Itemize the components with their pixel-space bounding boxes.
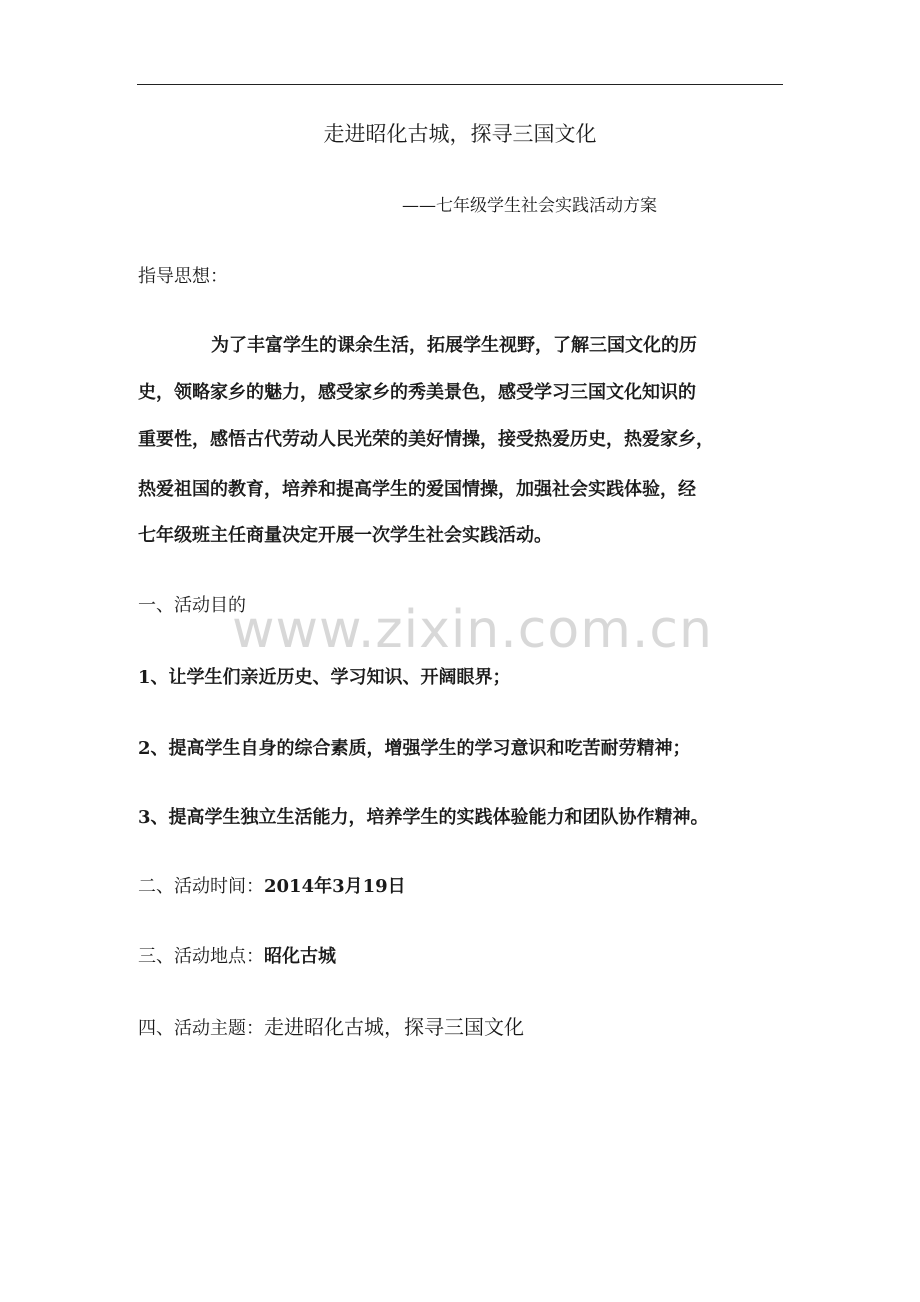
document-subtitle: ——七年级学生社会实践活动方案 xyxy=(402,196,657,216)
goal-item: 3、提高学生独立生活能力，培养学生的实践体验能力和团队协作精神。 xyxy=(138,807,709,828)
section1-heading: 一、活动目的 xyxy=(138,595,246,616)
guiding-heading: 指导思想： xyxy=(138,266,228,287)
goal-item: 2、提高学生自身的综合素质，增强学生的学习意识和吃苦耐劳精神； xyxy=(138,738,691,759)
document-title: 走进昭化古城，探寻三国文化 xyxy=(323,122,597,146)
place-row xyxy=(138,948,336,966)
time-label: 二、活动时间： xyxy=(138,876,264,897)
goal-item: 1、让学生们亲近历史、学习知识、开阔眼界； xyxy=(138,667,511,688)
header-rule xyxy=(137,84,783,85)
place-label: 三、活动地点： xyxy=(138,946,264,967)
intro-line: 史，领略家乡的魅力，感受家乡的秀美景色，感受学习三国文化知识的 xyxy=(138,382,696,403)
theme-label: 四、活动主题： xyxy=(138,1018,264,1039)
place-value: 昭化古城 xyxy=(264,946,336,967)
theme-value: 走进昭化古城，探寻三国文化 xyxy=(264,1015,524,1039)
theme-row xyxy=(138,1017,524,1038)
time-value: 2014年3月19日 xyxy=(264,876,406,897)
intro-line: 七年级班主任商量决定开展一次学生社会实践活动。 xyxy=(138,525,552,546)
watermark: www.zixin.com.cn xyxy=(232,600,713,660)
intro-line: 重要性，感悟古代劳动人民光荣的美好情操，接受热爱历史，热爱家乡， xyxy=(138,429,714,450)
time-row xyxy=(138,878,406,896)
intro-line: 热爱祖国的教育，培养和提高学生的爱国情操，加强社会实践体验，经 xyxy=(138,479,696,500)
intro-line: 为了丰富学生的课余生活，拓展学生视野，了解三国文化的历 xyxy=(211,335,697,356)
